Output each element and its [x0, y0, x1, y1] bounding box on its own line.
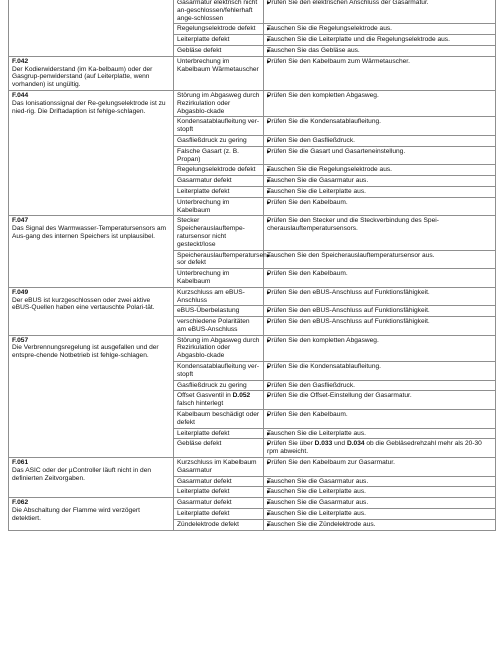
fault-remedy: ▶ Prüfen Sie den eBUS-Anschluss auf Funktionsfähigkeit. [264, 317, 496, 336]
fault-remedy: ▶ Prüfen Sie den kompletten Abgasweg. [264, 90, 496, 116]
fault-code-cell [9, 458, 174, 498]
fault-description: Der Kodierwiderstand (im Ka-belbaum) oder der Gasgrup-penwiderstand (auf Leiterplatte, wenn vorhanden) ist ungültig. [12, 65, 153, 89]
fault-cause: Gasarmatur defekt [174, 476, 264, 487]
fault-cause: Kabelbaum beschädigt oder defekt [174, 410, 264, 429]
fault-cause: Störung im Abgasweg durch Rezirkulation oder Abgasblo-ckade [174, 335, 264, 361]
fault-remedy: ▶ Prüfen Sie den Stecker und die Steckverbindung des Spei-cherauslauftemperatursensors. [264, 216, 496, 250]
table-row [9, 216, 496, 250]
fault-remedy: ▶ Prüfen Sie den Kabelbaum zur Gasarmatur. [264, 458, 496, 477]
fault-description: Die Verbrennungsregelung ist ausgefallen und der entspre-chende Notbetrieb ist fehlge-schlagen. [12, 344, 159, 360]
fault-table [8, 0, 496, 531]
fault-remedy: ▶ Tauschen Sie die Zündelektrode aus. [264, 519, 496, 530]
fault-description: Der eBUS ist kurzgeschlossen oder zwei aktive eBUS-Quellen haben eine vertauschte Polari-tät. [12, 296, 155, 312]
fault-code: F.044 [12, 91, 29, 99]
fault-code: F.062 [12, 499, 29, 507]
fault-remedy: ▶ Prüfen Sie den kompletten Abgasweg. [264, 335, 496, 361]
fault-code-cell [9, 0, 174, 56]
table-row [9, 458, 496, 477]
fault-cause: Kurzschluss im Kabelbaum Gasarmatur [174, 458, 264, 477]
fault-remedy: ▶ Prüfen Sie die Kondensatablaufleitung. [264, 362, 496, 381]
fault-cause: Leiterplatte defekt [174, 186, 264, 197]
fault-remedy: ▶ Prüfen Sie die Kondensatablaufleitung. [264, 117, 496, 136]
fault-code-cell [9, 216, 174, 287]
fault-cause: Gasfließdruck zu gering [174, 135, 264, 146]
fault-cause: Leiterplatte defekt [174, 487, 264, 498]
table-row [9, 90, 496, 116]
fault-cause: Gasfließdruck zu gering [174, 380, 264, 391]
fault-cause: Gebläse defekt [174, 45, 264, 56]
fault-remedy: ▶ Prüfen Sie den Kabelbaum zum Wärmetauscher. [264, 56, 496, 90]
fault-code-cell [9, 287, 174, 335]
fault-cause: Leiterplatte defekt [174, 428, 264, 439]
fault-code-cell [9, 90, 174, 215]
fault-remedy: ▶ Tauschen Sie die Gasarmatur aus. [264, 476, 496, 487]
fault-cause: Falsche Gasart (z. B. Propan) [174, 146, 264, 165]
fault-cause: Stecker Speicherauslauftempe-ratursensor nicht gesteckt/lose [174, 216, 264, 250]
fault-cause: Gasarmatur elektrisch nicht an-geschlossen/fehlerhaft ange-schlossen [174, 0, 264, 24]
fault-code-cell [9, 335, 174, 457]
fault-remedy: ▶ Tauschen Sie den Speicherauslauftemperatursensor aus. [264, 250, 496, 269]
fault-cause: Gasarmatur defekt [174, 176, 264, 187]
fault-remedy: ▶ Tauschen Sie die Leiterplatte aus. [264, 487, 496, 498]
fault-cause: Leiterplatte defekt [174, 35, 264, 46]
fault-remedy: ▶ Tauschen Sie die Regelungselektrode aus. [264, 24, 496, 35]
fault-code-cell [9, 498, 174, 530]
fault-code: F.047 [12, 217, 29, 225]
fault-description: Das Ionisationssignal der Re-gelungselektrode ist zu nied-rig. Die Driftadaption ist fehlge-schlagen. [12, 99, 166, 115]
table-row [9, 335, 496, 361]
fault-remedy: ▶ Prüfen Sie den Gasfließdruck. [264, 135, 496, 146]
fault-remedy: ▶ Prüfen Sie den eBUS-Anschluss auf Funktionsfähigkeit. [264, 306, 496, 317]
fault-remedy: ▶ Prüfen Sie den eBUS-Anschluss auf Funktionsfähigkeit. [264, 287, 496, 306]
fault-code-cell [9, 56, 174, 90]
fault-code: F.049 [12, 288, 29, 296]
fault-cause: eBUS-Überbelastung [174, 306, 264, 317]
fault-cause: Unterbrechung im Kabelbaum [174, 197, 264, 216]
fault-cause: Zündelektrode defekt [174, 519, 264, 530]
fault-remedy: ▶ Prüfen Sie den elektrischen Anschluss der Gasarmatur. [264, 0, 496, 24]
fault-cause: Gebläse defekt [174, 439, 264, 458]
fault-description: Die Abschaltung der Flamme wird verzögert detektiert. [12, 507, 140, 522]
fault-cause: Kurzschluss am eBUS-Anschluss [174, 287, 264, 306]
fault-cause: Gasarmatur defekt [174, 498, 264, 509]
table-row [9, 287, 496, 306]
fault-remedy: ▶ Tauschen Sie die Leiterplatte und die Regelungselektrode aus. [264, 35, 496, 46]
fault-cause: Offset Gasventil in D.052 falsch hinterlegt [174, 391, 264, 410]
fault-remedy: ▶ Tauschen Sie die Leiterplatte aus. [264, 186, 496, 197]
fault-cause: Kondensatablaufleitung ver-stopft [174, 362, 264, 381]
fault-cause: Leiterplatte defekt [174, 509, 264, 520]
fault-cause: verschiedene Polaritäten am eBUS-Anschluss [174, 317, 264, 336]
fault-cause: Unterbrechung im Kabelbaum [174, 269, 264, 288]
fault-remedy: ▶ Tauschen Sie die Regelungselektrode aus. [264, 165, 496, 176]
fault-remedy: ▶ Tauschen Sie die Gasarmatur aus. [264, 176, 496, 187]
table-row [9, 0, 496, 24]
fault-cause: Speicherauslauftemperatursen-sor defekt [174, 250, 264, 269]
fault-remedy: ▶ Prüfen Sie die Offset-Einstellung der Gasarmatur. [264, 391, 496, 410]
fault-remedy: ▶ Prüfen Sie über D.033 und D.034 ob die Gebläsedrehzahl mehr als 20-30 rpm abweicht. [264, 439, 496, 458]
fault-cause: Störung im Abgasweg durch Rezirkulation oder Abgasblo-ckade [174, 90, 264, 116]
fault-code: F.061 [12, 459, 29, 467]
fault-remedy: ▶ Tauschen Sie die Leiterplatte aus. [264, 428, 496, 439]
fault-cause: Unterbrechung im Kabelbaum Wärmetauscher [174, 56, 264, 90]
fault-remedy: ▶ Prüfen Sie den Gasfließdruck. [264, 380, 496, 391]
fault-remedy: ▶ Prüfen Sie den Kabelbaum. [264, 269, 496, 288]
fault-remedy: ▶ Tauschen Sie das Gebläse aus. [264, 45, 496, 56]
fault-cause: Regelungselektrode defekt [174, 24, 264, 35]
fault-remedy: ▶ Prüfen Sie die Gasart und Gasarteneinstellung. [264, 146, 496, 165]
table-row [9, 56, 496, 90]
fault-remedy: ▶ Prüfen Sie den Kabelbaum. [264, 410, 496, 429]
fault-code: F.057 [12, 336, 29, 344]
fault-cause: Kondensatablaufleitung ver-stopft [174, 117, 264, 136]
fault-cause: Regelungselektrode defekt [174, 165, 264, 176]
fault-remedy: ▶ Tauschen Sie die Leiterplatte aus. [264, 509, 496, 520]
fault-description: Das Signal des Warmwasser-Temperatursensors am Aus-gang des internen Speichers ist unplausibel. [12, 225, 167, 240]
fault-table-body [9, 0, 496, 530]
fault-code: F.042 [12, 57, 29, 65]
table-row [9, 498, 496, 509]
fault-remedy: ▶ Prüfen Sie den Kabelbaum. [264, 197, 496, 216]
fault-description: Das ASIC oder der µController läuft nicht in den definierten Zeitvorgaben. [12, 466, 152, 482]
fault-remedy: ▶ Tauschen Sie die Gasarmatur aus. [264, 498, 496, 509]
